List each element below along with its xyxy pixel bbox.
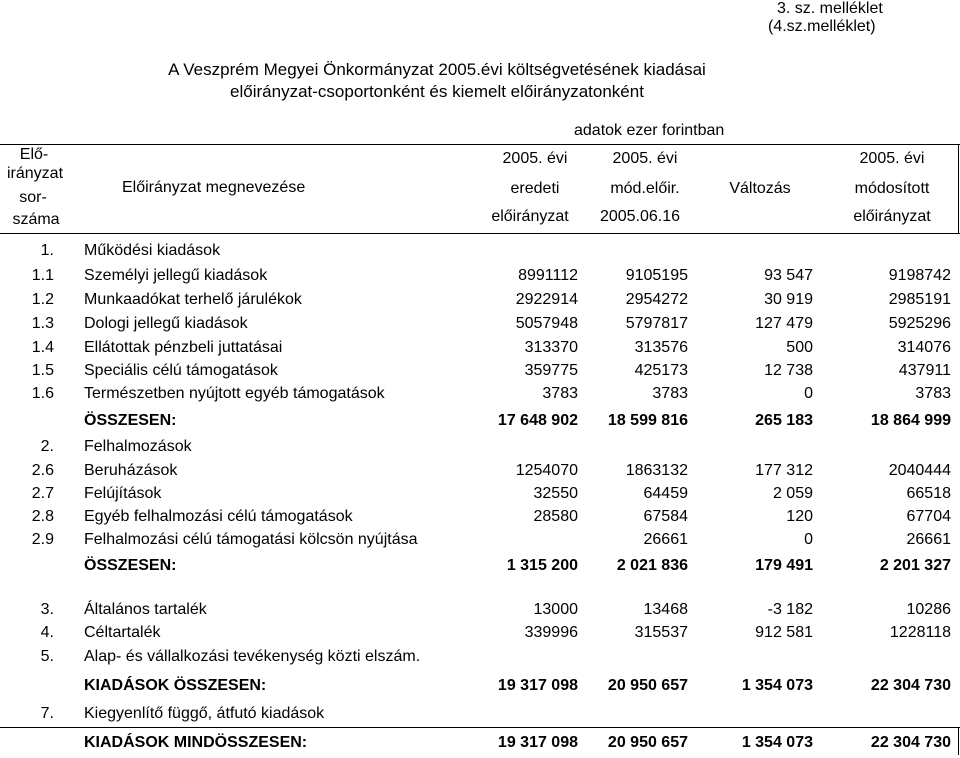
table-row — [0, 315, 960, 339]
row-name: Felhalmozások — [84, 438, 192, 455]
row-value-valtozas: 177 312 — [755, 462, 813, 479]
row-name: Alap- és vállalkozási tevékenység közti elszám. — [84, 648, 421, 665]
row-code: 2. — [40, 438, 54, 455]
row-code: 2.6 — [31, 462, 54, 479]
row-value-valtozas: 30 919 — [764, 291, 813, 308]
row-value-mod: 315537 — [634, 624, 688, 641]
row-value-modositott: 3783 — [915, 385, 951, 402]
row-code: 2.7 — [31, 485, 54, 502]
row-value-valtozas: 120 — [786, 508, 813, 525]
header-bottom-rule — [0, 233, 960, 234]
row-value-valtozas: 93 547 — [764, 267, 813, 284]
row-value-mod: 1863132 — [625, 462, 688, 479]
table-row — [0, 291, 960, 315]
table-row — [0, 462, 960, 486]
row-value-modositott: 2040444 — [888, 462, 951, 479]
row-value-mod: 26661 — [643, 531, 688, 548]
table-row — [0, 648, 960, 672]
row-value-eredeti: 1 315 200 — [506, 557, 578, 574]
row-name: Természetben nyújtott egyéb támogatások — [84, 385, 385, 402]
row-value-eredeti: 359775 — [524, 362, 578, 379]
table-row — [0, 624, 960, 648]
header-code-2: irányzat — [6, 165, 64, 182]
row-value-valtozas: 1 354 073 — [741, 734, 813, 751]
row-code: 1.1 — [31, 267, 54, 284]
header-v2-1: 2005. évi — [612, 150, 678, 167]
row-value-modositott: 314076 — [897, 339, 951, 356]
row-value-valtozas: 0 — [804, 531, 813, 548]
table-row — [0, 531, 960, 555]
row-value-modositott: 26661 — [906, 531, 951, 548]
row-value-eredeti: 313370 — [524, 339, 578, 356]
header-code-4: száma — [12, 211, 60, 228]
header-v1-1: 2005. évi — [502, 150, 568, 167]
row-value-valtozas: 179 491 — [755, 557, 813, 574]
table-row — [0, 485, 960, 509]
header-v4-2: módosított — [854, 180, 930, 197]
row-value-mod: 425173 — [634, 362, 688, 379]
table-row — [0, 508, 960, 532]
row-value-mod: 3783 — [652, 385, 688, 402]
unit-note: adatok ezer forintban — [574, 122, 725, 139]
table-row — [0, 385, 960, 409]
row-code: 1.5 — [31, 362, 54, 379]
table-row — [0, 267, 960, 291]
grand-total-right-rule — [958, 727, 959, 755]
header-v1-3: előirányzat — [491, 208, 569, 225]
row-code: 1. — [40, 242, 54, 259]
row-value-modositott: 66518 — [906, 485, 951, 502]
row-name: Működési kiadások — [84, 242, 221, 259]
row-value-modositott: 10286 — [906, 601, 951, 618]
row-value-mod: 313576 — [634, 339, 688, 356]
header-v2-2: mód.előir. — [610, 180, 680, 197]
row-value-mod: 2954272 — [625, 291, 688, 308]
header-name: Előirányzat megnevezése — [122, 179, 306, 196]
row-value-eredeti: 19 317 098 — [497, 677, 578, 694]
row-value-modositott: 5925296 — [888, 315, 951, 332]
table-row-total — [0, 677, 960, 701]
row-value-modositott: 18 864 999 — [870, 412, 951, 429]
table-row — [0, 362, 960, 386]
row-name: Céltartalék — [84, 624, 161, 641]
table-row-total — [0, 412, 960, 436]
row-code: 3. — [40, 601, 54, 618]
row-code: 2.9 — [31, 531, 54, 548]
row-name: KIADÁSOK ÖSSZESEN: — [84, 677, 267, 694]
row-code: 2.8 — [31, 508, 54, 525]
table-row — [0, 242, 960, 266]
row-value-eredeti: 1254070 — [515, 462, 578, 479]
row-code: 5. — [40, 648, 54, 665]
row-name: Ellátottak pénzbeli juttatásai — [84, 339, 283, 356]
row-value-valtozas: 912 581 — [755, 624, 813, 641]
row-value-eredeti: 8991112 — [518, 267, 578, 284]
table-row — [0, 438, 960, 462]
row-name: Speciális célú támogatások — [84, 362, 278, 379]
row-value-modositott: 2985191 — [888, 291, 951, 308]
row-value-mod: 5797817 — [625, 315, 688, 332]
row-code: 4. — [40, 624, 54, 641]
table-row — [0, 601, 960, 625]
grand-total-top-rule — [0, 727, 960, 728]
annex-label-2: (4.sz.melléklet) — [768, 18, 876, 35]
row-value-modositott: 22 304 730 — [870, 734, 951, 751]
table-row — [0, 339, 960, 363]
row-value-valtozas: 12 738 — [764, 362, 813, 379]
row-name: Kiegyenlítő függő, átfutó kiadások — [84, 705, 325, 722]
row-value-modositott: 437911 — [898, 362, 951, 379]
table-row-grand-total — [0, 734, 960, 758]
row-value-modositott: 2 201 327 — [879, 557, 951, 574]
row-value-modositott: 9198742 — [888, 267, 951, 284]
row-name: Felújítások — [84, 485, 162, 502]
header-v4-3: előirányzat — [853, 208, 931, 225]
header-code-1: Elő- — [19, 146, 49, 163]
row-value-valtozas: 127 479 — [755, 315, 813, 332]
row-value-mod: 64459 — [643, 485, 688, 502]
header-right-rule — [958, 144, 959, 234]
row-value-mod: 18 599 816 — [607, 412, 688, 429]
table-row — [0, 705, 960, 729]
row-value-eredeti: 5057948 — [515, 315, 578, 332]
header-v2-3: 2005.06.16 — [599, 208, 681, 225]
row-value-eredeti: 3783 — [542, 385, 578, 402]
row-name: Dologi jellegű kiadások — [84, 315, 248, 332]
header-v3: Változás — [729, 180, 791, 197]
row-value-eredeti: 19 317 098 — [497, 734, 578, 751]
row-value-valtozas: 500 — [786, 339, 813, 356]
header-top-rule — [0, 144, 960, 145]
row-name: Személyi jellegű kiadások — [84, 267, 268, 284]
header-code-3: sor- — [19, 189, 47, 206]
row-code: 1.6 — [31, 385, 54, 402]
row-value-valtozas: 265 183 — [755, 412, 813, 429]
row-value-mod: 2 021 836 — [616, 557, 688, 574]
row-name: ÖSSZESEN: — [84, 412, 177, 429]
row-value-eredeti: 2922914 — [515, 291, 578, 308]
row-name: Általános tartalék — [84, 601, 207, 618]
row-value-eredeti: 13000 — [533, 601, 578, 618]
row-value-eredeti: 32550 — [533, 485, 578, 502]
row-value-mod: 13468 — [643, 601, 688, 618]
header-v4-1: 2005. évi — [859, 150, 925, 167]
row-name: KIADÁSOK MINDÖSSZESEN: — [84, 734, 308, 751]
row-name: Munkaadókat terhelő járulékok — [84, 291, 302, 308]
row-value-eredeti: 339996 — [524, 624, 578, 641]
page-subtitle: előirányzat-csoportonként és kiemelt előirányzatonként — [230, 82, 644, 101]
row-value-modositott: 67704 — [906, 508, 951, 525]
row-value-mod: 67584 — [643, 508, 688, 525]
row-value-valtozas: 2 059 — [772, 485, 813, 502]
row-name: Beruházások — [84, 462, 178, 479]
row-value-mod: 9105195 — [625, 267, 688, 284]
row-value-valtozas: -3 182 — [767, 601, 813, 618]
row-name: Egyéb felhalmozási célú támogatások — [84, 508, 353, 525]
row-value-eredeti: 28580 — [533, 508, 578, 525]
row-value-mod: 20 950 657 — [607, 734, 688, 751]
row-name: ÖSSZESEN: — [84, 557, 177, 574]
row-value-valtozas: 1 354 073 — [741, 677, 813, 694]
row-code: 7. — [40, 705, 54, 722]
row-code: 1.3 — [31, 315, 54, 332]
row-name: Felhalmozási célú támogatási kölcsön nyújtása — [84, 531, 418, 548]
row-value-mod: 20 950 657 — [607, 677, 688, 694]
row-value-eredeti: 17 648 902 — [497, 412, 578, 429]
table-row-total — [0, 557, 960, 581]
page-title: A Veszprém Megyei Önkormányzat 2005.évi költségvetésének kiadásai — [168, 60, 706, 79]
row-value-modositott: 1228118 — [889, 624, 951, 641]
row-value-valtozas: 0 — [804, 385, 813, 402]
row-value-modositott: 22 304 730 — [870, 677, 951, 694]
row-code: 1.2 — [31, 291, 54, 308]
annex-label-1: 3. sz. melléklet — [777, 0, 883, 17]
header-v1-2: eredeti — [510, 180, 560, 197]
row-code: 1.4 — [31, 339, 54, 356]
